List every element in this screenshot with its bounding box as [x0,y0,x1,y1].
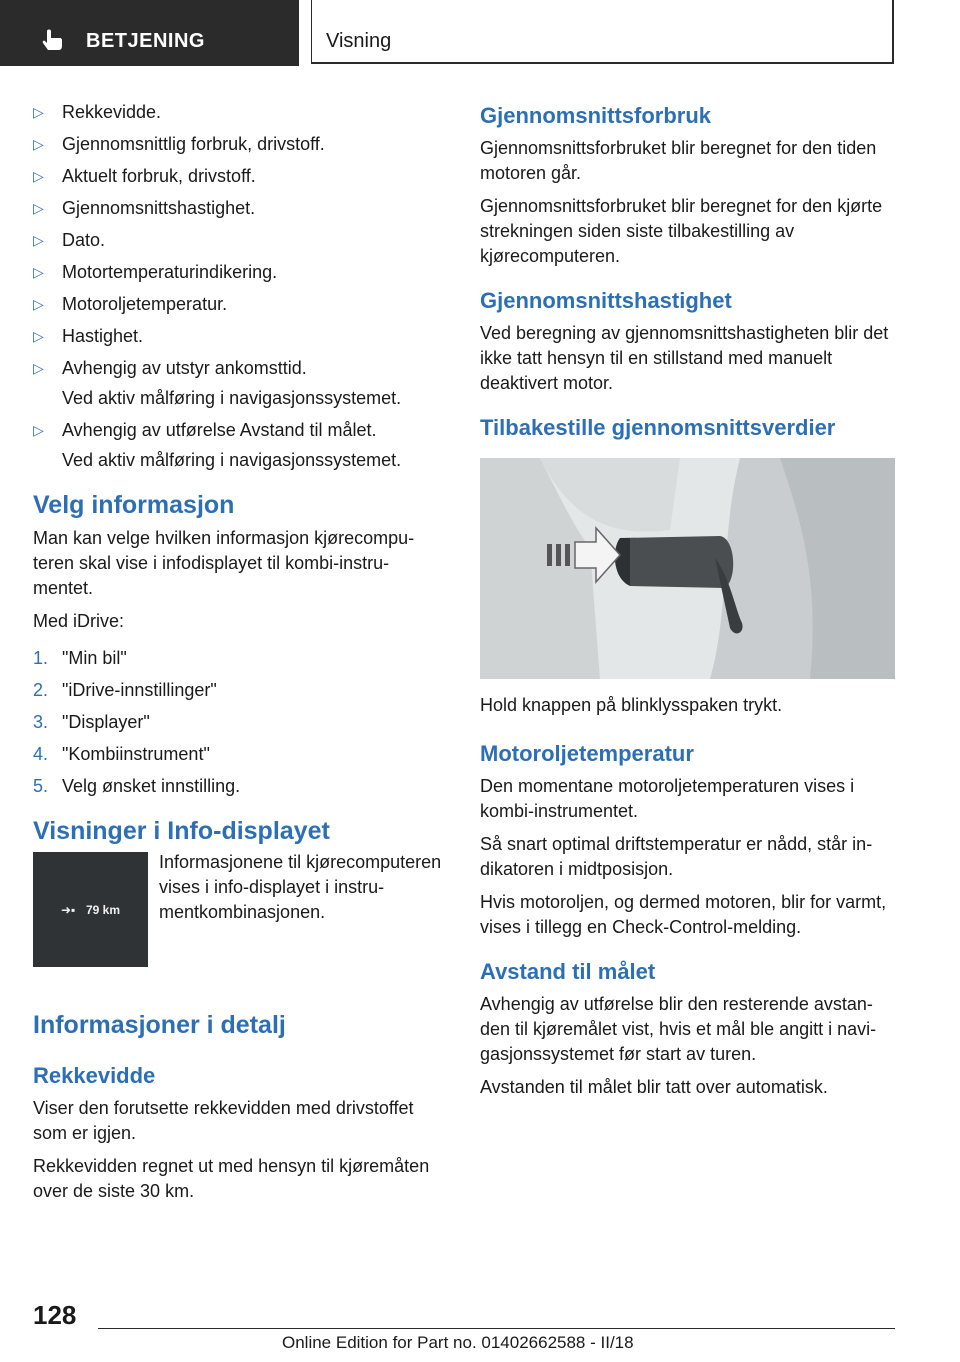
footer-divider [98,1328,895,1329]
list-item: ▷ Dato. [33,230,106,250]
rekkevidde-heading: Rekkevidde [33,1063,156,1088]
stalk-illustration [480,458,895,679]
forbruk-paragraph-2: Gjennomsnittsforbruket blir beregnet for den kjørte strekningen siden siste tilbakestilling av kjørecomputeren. [480,196,883,266]
right-column [480,100,896,1108]
list-item: ▷ Avhengig av utførelse Avstand til målet. Ved aktiv målføring i navigasjonssystemet. [33,418,443,472]
olje-heading: Motoroljetemperatur [480,741,694,766]
visninger-heading: Visninger i Info-displayet [33,817,330,845]
triangle-bullet-icon: ▷ [33,296,44,312]
avstand-paragraph: Avhengig av utførelse blir den resterende avstanden til kjøremålet vist, hvis et mål ble angitt i navigasjonssystemet før start av turen. [480,994,877,1064]
tilbake-caption: Hold knappen på blinklysspaken trykt. [480,695,783,715]
olje-paragraph-2: Så snart optimal driftstemperatur er nådd, står indikatoren i midtposisjon. [480,834,873,879]
left-column [33,100,443,1212]
range-arrow-icon: ➜▪ [61,903,76,917]
visninger-paragraph: Informasjonene til kjørecomputeren vises i info-displayet i instrumentkombinasjonen. [159,852,442,922]
step-item: 2. "iDrive-innstillinger" [33,680,217,700]
triangle-bullet-icon: ▷ [33,104,44,120]
avstand-heading: Avstand til målet [480,959,656,984]
info-display-row [33,852,443,1002]
step-item: 4. "Kombiinstrument" [33,744,210,764]
list-item: ▷ Motoroljetemperatur. [33,294,228,314]
triangle-bullet-icon: ▷ [33,422,44,438]
velg-heading: Velg informasjon [33,491,235,519]
velg-paragraph: Man kan velge hvilken informasjon kjørecomputeren skal vise i infodisplayet til kombi-instrumentet. [33,528,415,598]
detalj-heading: Informasjoner i detalj [33,1011,286,1039]
tilbake-heading: Tilbakestille gjennomsnittsverdier [480,415,836,440]
olje-paragraph: Den momentane motoroljetemperaturen vises i kombi-instrumentet. [480,776,855,821]
triangle-bullet-icon: ▷ [33,136,44,152]
range-value: 79 km [86,903,121,917]
page-number: 128 [33,1300,77,1330]
step-item: 5. Velg ønsket innstilling. [33,776,241,796]
hand-pointer-icon [40,28,66,54]
velg-idrive-label: Med iDrive: [33,611,125,631]
hastighet-heading: Gjennomsnittshastighet [480,288,732,313]
olje-paragraph-3: Hvis motoroljen, og dermed motoren, blir for varmt, vises i tillegg en Check-Control-melding. [480,892,887,937]
list-item: ▷ Gjennomsnittshastighet. [33,198,256,218]
turn-signal-stalk-image [480,458,895,679]
list-item: ▷ Hastighet. [33,326,144,346]
list-item-note: Ved aktiv målføring i navigasjonssystemet. [62,450,402,470]
steps-list [33,646,443,798]
forbruk-heading: Gjennomsnittsforbruk [480,103,712,128]
section-label: BETJENING [86,30,205,52]
forbruk-paragraph: Gjennomsnittsforbruket blir beregnet for den tiden motoren går. [480,138,877,183]
list-item: ▷ Gjennomsnittlig forbruk, drivstoff. [33,134,325,154]
info-display-image [33,852,148,967]
info-list [33,100,443,472]
list-item: ▷ Aktuelt forbruk, drivstoff. [33,166,256,186]
rekkevidde-paragraph-2: Rekkevidden regnet ut med hensyn til kjøremåten over de siste 30 km. [33,1156,430,1201]
edition-label: Online Edition for Part no. 01402662588 - II/18 [282,1333,634,1352]
hastighet-paragraph: Ved beregning av gjennomsnittshastigheten blir det ikke tatt hensyn til en stillstand med manuelt deaktivert motor. [480,323,889,393]
list-item: ▷ Motortemperaturindikering. [33,262,278,282]
triangle-bullet-icon: ▷ [33,328,44,344]
step-item: 1. "Min bil" [33,648,127,668]
rekkevidde-paragraph: Viser den forutsette rekkevidden med drivstoffet som er igjen. [33,1098,414,1143]
triangle-bullet-icon: ▷ [33,264,44,280]
step-item: 3. "Displayer" [33,712,150,732]
triangle-bullet-icon: ▷ [33,168,44,184]
triangle-bullet-icon: ▷ [33,360,44,376]
topic-label: Visning [326,30,392,52]
list-item: ▷ Rekkevidde. [33,102,162,122]
list-item-note: Ved aktiv målføring i navigasjonssystemet. [62,388,402,408]
section-tab [0,0,299,66]
list-item: ▷ Avhengig av utstyr ankomsttid. Ved aktiv målføring i navigasjonssystemet. [33,356,443,410]
triangle-bullet-icon: ▷ [33,232,44,248]
triangle-bullet-icon: ▷ [33,200,44,216]
avstand-paragraph-2: Avstanden til målet blir tatt over automatisk. [480,1077,828,1097]
topic-tab [311,0,894,64]
